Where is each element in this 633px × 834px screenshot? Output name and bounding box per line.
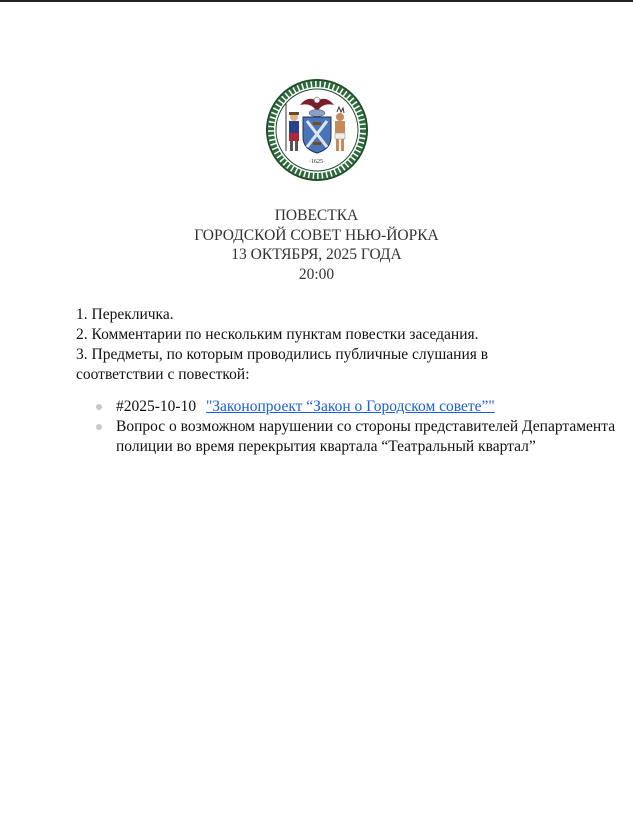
list-item <box>116 417 616 457</box>
agenda-item-public-hearings: 3. Предметы, по которым проводились публичные слушания в соответствии с повесткой: <box>76 346 489 383</box>
bullet-icon <box>96 424 102 430</box>
meeting-date: 13 ОКТЯБРЯ, 2025 ГОДА <box>231 246 402 263</box>
organization-name: ГОРОДСКОЙ СОВЕТ НЬЮ-ЙОРКА <box>194 226 439 244</box>
bullet-icon <box>96 404 102 410</box>
document-title: ПОВЕСТКА <box>274 207 359 224</box>
hearing-items-list <box>76 397 616 457</box>
list-item <box>116 397 616 417</box>
bill-link[interactable]: "Законопроект “Закон о Городском совете”" <box>205 398 495 415</box>
document-header <box>0 206 633 284</box>
top-border <box>0 0 633 2</box>
hearing-item-text: Вопрос о возможном нарушении со стороны представителей Департамента полиции во время перекрытия квартала “Театральный квартал” <box>116 418 616 455</box>
svg-text:·1625·: ·1625· <box>309 159 325 165</box>
case-id: #2025-10-10 <box>116 398 197 415</box>
agenda-body <box>76 305 616 457</box>
nyc-seal-icon <box>266 79 368 181</box>
agenda-item-roll-call: 1. Перекличка. <box>76 306 174 323</box>
meeting-time: 20:00 <box>298 265 335 283</box>
agenda-item-comments: 2. Комментарии по нескольким пунктам повестки заседания. <box>76 326 479 343</box>
